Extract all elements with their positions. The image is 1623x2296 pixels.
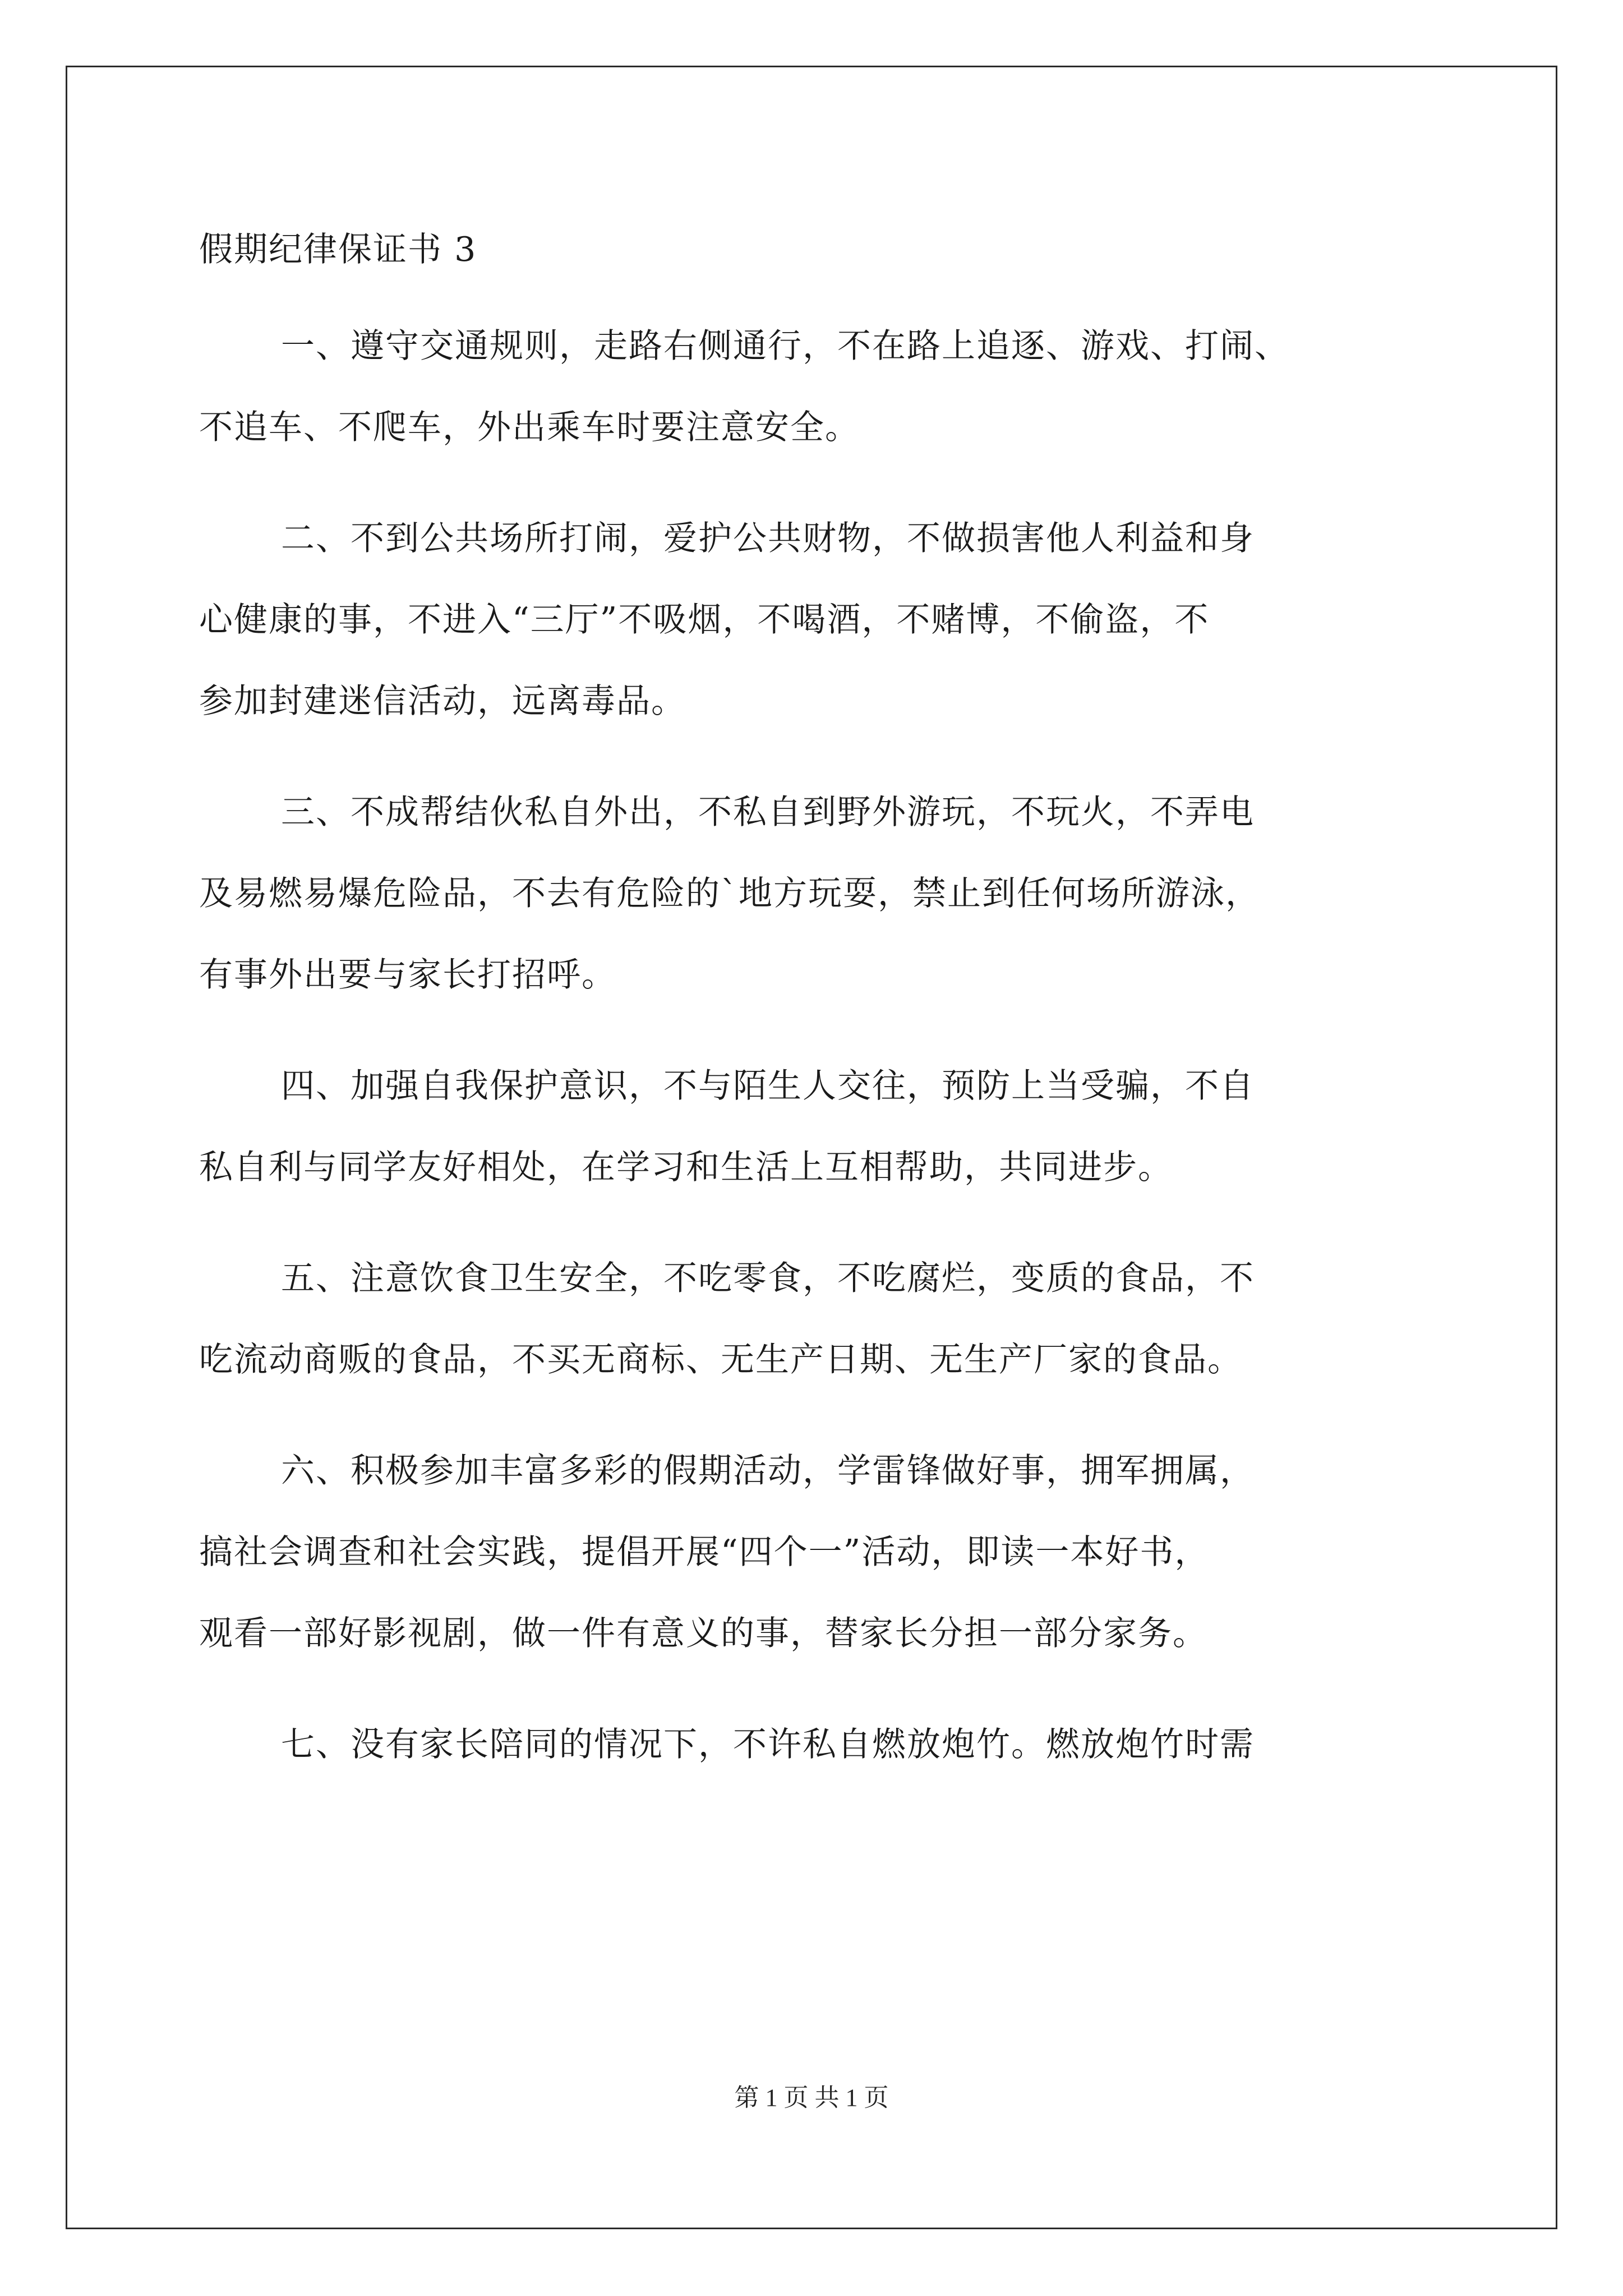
paragraph-line: 五、注意饮食卫生安全，不吃零食，不吃腐烂，变质的食品，不 <box>281 1259 1255 1298</box>
paragraph-line: 心健康的事，不进入“三厅”不吸烟，不喝酒，不赌博，不偷盗，不 <box>199 600 1210 639</box>
paragraph-line: 观看一部好影视剧，做一件有意义的事，替家长分担一部分家务。 <box>199 1614 1207 1653</box>
paragraph-line: 私自利与同学友好相处，在学习和生活上互相帮助，共同进步。 <box>199 1148 1173 1187</box>
paragraph-line: 三、不成帮结伙私自外出，不私自到野外游玩，不玩火，不弄电 <box>281 793 1255 832</box>
document-title: 假期纪律保证书 3 <box>199 230 477 269</box>
paragraph-line: 吃流动商贩的食品，不买无商标、无生产日期、无生产厂家的食品。 <box>199 1340 1242 1379</box>
paragraph-line: 有事外出要与家长打招呼。 <box>199 955 616 995</box>
paragraph-4 <box>199 1046 1455 1208</box>
paragraph-line: 搞社会调查和社会实践，提倡开展“四个一”活动，即读一本好书， <box>199 1533 1210 1572</box>
paragraph-line: 及易燃易爆危险品，不去有危险的`地方玩耍，禁止到任何场所游泳， <box>199 874 1260 913</box>
paragraph-line: 一、遵守交通规则，走路右侧通行，不在路上追逐、游戏、打闹、 <box>281 326 1289 366</box>
paragraph-line: 二、不到公共场所打闹，爱护公共财物，不做损害他人利益和身 <box>281 519 1255 558</box>
paragraph-1 <box>199 306 1455 468</box>
page-number: 第 1 页 共 1 页 <box>734 2084 889 2111</box>
paragraph-7 <box>199 1704 1455 1786</box>
paragraph-line: 七、没有家长陪同的情况下，不许私自燃放炮竹。燃放炮竹时需 <box>281 1725 1255 1764</box>
paragraph-6 <box>199 1430 1455 1674</box>
paragraph-line: 四、加强自我保护意识，不与陌生人交往，预防上当受骗，不自 <box>281 1066 1255 1106</box>
paragraph-3 <box>199 772 1455 1016</box>
paragraph-line: 六、积极参加丰富多彩的假期活动，学雷锋做好事，拥军拥属， <box>281 1451 1255 1490</box>
document-body <box>199 222 1455 1815</box>
paragraph-line: 不追车、不爬车，外出乘车时要注意安全。 <box>199 408 860 447</box>
paragraph-line: 参加封建迷信活动，远离毒品。 <box>199 682 686 721</box>
paragraph-5 <box>199 1238 1455 1401</box>
paragraph-2 <box>199 498 1455 742</box>
